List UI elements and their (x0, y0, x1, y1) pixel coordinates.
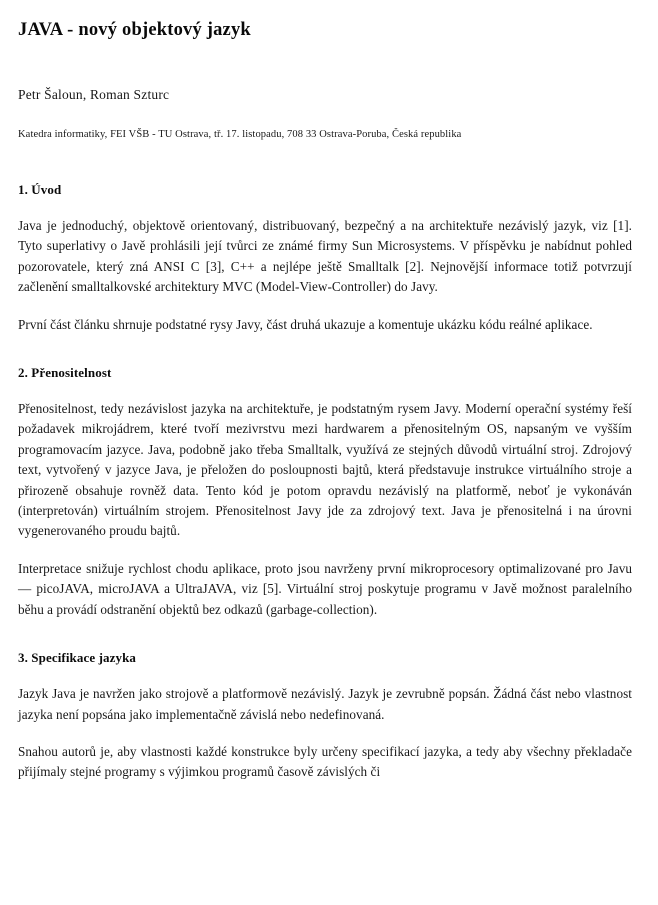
paragraph: Přenositelnost, tedy nezávislost jazyka na architektuře, je podstatným rysem Javy. Moderní operační systémy řeší požadavek mikrojádrem, které tvoří mezivrstvu mezi hardwarem a přenositelným OS, napsaným ve vyšším programovacím jazyce. Java, podobně jako třeba Smalltalk, využívá ze stejných důvodů virtuální stroj. Zdrojový text, vytvořený v jazyce Java, je přeložen do posloupnosti bajtů, která představuje instrukce virtuálního stroje a přirozeně obsahuje rovněž data. Tento kód je potom opravdu nezávislý na platformě, neboť je vykonáván (interpretován) virtuálním strojem. Přenositelnost Javy jde za zdrojový text. Java je přenositelná i na úrovni vygenerovaného proudu bajtů. (18, 401, 632, 539)
paragraph: První část článku shrnuje podstatné rysy Javy, část druhá ukazuje a komentuje ukázku kódu reálné aplikace. (18, 316, 593, 332)
paragraph: Snahou autorů je, aby vlastnosti každé konstrukce byly určeny specifikací jazyka, a tedy aby všechny překladače přijímaly stejné programy s výjimkou programů časově závislých či (18, 743, 632, 780)
page-title: JAVA - nový objektový jazyk (18, 20, 251, 40)
section-heading-specifikace: 3. Specifikace jazyka (18, 650, 137, 666)
author-list: Petr Šaloun, Roman Szturc (18, 87, 170, 102)
affiliation-line: Katedra informatiky, FEI VŠB - TU Ostrava, tř. 17. listopadu, 708 33 Ostrava-Poruba, Česká republika (18, 129, 462, 140)
paragraph: Jazyk Java je navržen jako strojově a platformově nezávislý. Jazyk je zevrubně popsán. Žádná část nebo vlastnost jazyka není popsána jako implementačně závislá nebo nedefinovaná. (18, 686, 632, 722)
paragraph: Interpretace snižuje rychlost chodu aplikace, proto jsou navrženy první mikroprocesory optimalizované pro Javu — picoJAVA, microJAVA a UltraJAVA, viz [5]. Virtuální stroj poskytuje programu v Javě možnost paralelního běhu a provádí odstranění objektů bez odkazů (garbage-collection). (18, 560, 632, 617)
section-heading-uvod: 1. Úvod (18, 182, 62, 197)
section-heading-prenositelnost: 2. Přenositelnost (18, 365, 112, 381)
paragraph: Java je jednoduchý, objektově orientovaný, distribuovaný, bezpečný a na architektuře nezávislý jazyk, viz [1]. Tyto superlativy o Javě prohlásili její tvůrci ze známé firmy Sun Microsystems. V příspěvku je nabídnut pohled pozorovatele, který zná ANSI C [3], C++ a nejlépe ještě Smalltalk [2]. Nejnovější informace totiž potvrzují začlenění smalltalkovské architektury MVC (Model-View-Controller) do Javy. (18, 218, 632, 295)
